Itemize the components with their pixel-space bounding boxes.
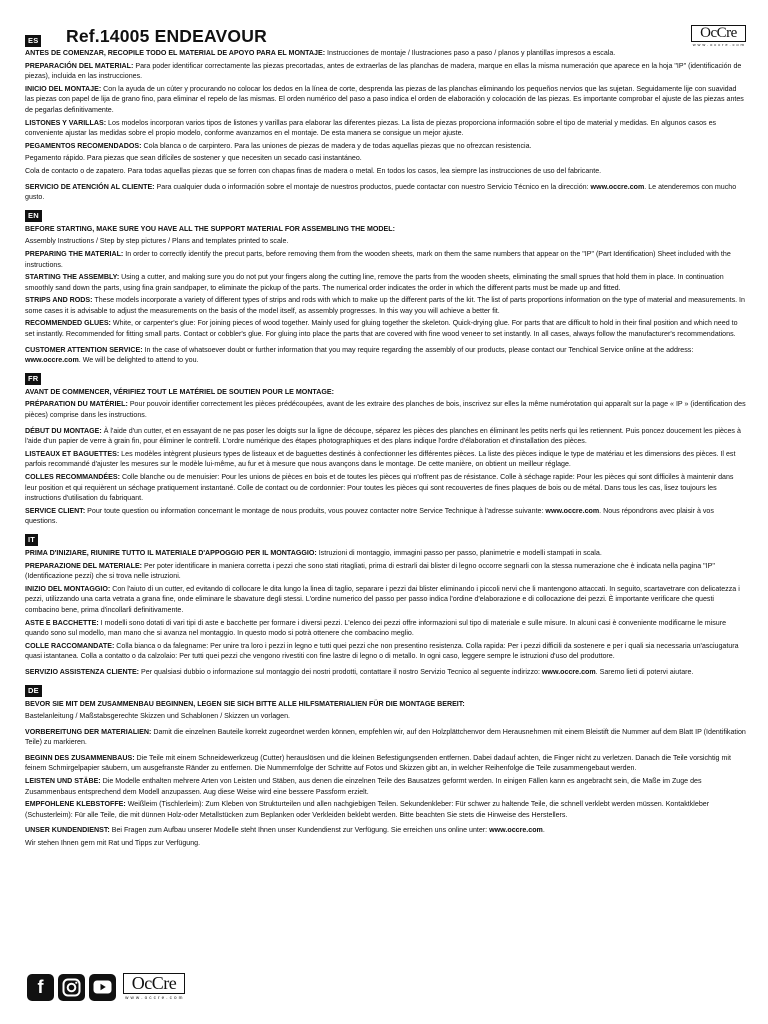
paragraph-heading: PRIMA D'INIZIARE, RIUNIRE TUTTO IL MATERIALE D'APPOGGIO PER IL MONTAGGIO: (25, 548, 317, 557)
footer (27, 973, 185, 1001)
paragraph (25, 61, 746, 82)
section-it (25, 529, 746, 678)
language-tag-it: IT (25, 534, 38, 546)
paragraph-heading: STRIPS AND RODS: (25, 296, 93, 305)
website-link[interactable]: www.occre.com (25, 356, 79, 365)
paragraph-text: Les modèles intègrent plusieurs types de listeaux et de baguettes destinés à confectionner les différentes pièces. La liste des pièces indique le type de matériau et les dimensions des pièces. Il est parfois recommandé d'ajuster les mesures sur le modèle lui-même, au fur et à mesure que nous avançons dans le montage. De cette manière, on obtient un meilleur réglage. (25, 449, 736, 469)
paragraph-text: Die Teile mit einem Schneidewerkzeug (Cutter) herauslösen und die kleinen Befestigungsenden entfernen. Dabei dadauf achten, die Finger nicht zu verletzen. Danach die Teile vorsichtig mit feinem Schmirgelpapier säubern, um ausgefranste Ränder zu entfernen. Die Nummernfolge der Schritte auf Fotos und Skizzen gibt an, in welcher Reihenfolge die Teile zusammengebaut werden. (25, 753, 731, 773)
paragraph-heading: COLLES RECOMMANDÉES: (25, 473, 120, 481)
paragraph-heading: LISTEAUX ET BAGUETTES: (25, 449, 120, 458)
paragraph-heading: STARTING THE ASSEMBLY: (25, 273, 120, 282)
paragraph-text: Con la ayuda de un cúter y procurando no colocar los dedos en la línea de corte, desprenda las piezas de las planchas eliminando los pequeños nervios que las sujetan. Seguidamente lije con suavidad las piezas con papel de lija de grano fino, para eliminar el repelo de las mismas. El orden numérico del paso a paso indica el orden de elaboración y colocación de las piezas. Es importante comprobar el ajuste de las piezas antes de pegarlas definitivamente. (25, 84, 744, 114)
paragraph-heading: PREPARAZIONE DEL MATERIALE: (25, 561, 143, 570)
paragraph-heading: INIZIO DEL MONTAGGIO: (25, 584, 111, 593)
paragraph-text: Per poter identificare in maniera corretta i pezzi che sono stati ritagliati, prima di estrarli dai blister di legno occorre segnarli con la stessa numerazione che è indicata nella pagina "IP" (Identificazione pezzi) che si trova nelle istruzioni. (25, 561, 715, 581)
paragraph-heading: PEGAMENTOS RECOMENDADOS: (25, 141, 142, 150)
paragraph-text: Weißleim (Tischlerleim): Zum Kleben von Strukturteilen und allen nachgiebigen Teilen. Sekundenkleber: Für schwer zu haltende Teile, die schnell verklebt werden müssen. Kontaktkleber (Schusterleim): Für alle Teile, die mit dünnen Holz-oder Metallstücken zum Beplanken oder Verkleiden beklebt werden. Bitte beachten Sie stets die Hinweise des Herstellers. (25, 800, 710, 819)
paragraph-text: I modelli sono dotati di vari tipi di aste e bacchette per formare i diversi pezzi. L'elenco dei pezzi offre informazioni sul tipo di materiale e sulle misure. In alcuni casi è conveniente modificarne le misure quando sono sul modello, man mano che si avanza nel montaggio. In questo modo si potrà ottenere che combacino meglio. (25, 618, 727, 638)
paragraph (25, 548, 746, 559)
paragraph-text: Bastelanleitung / Maßstabsgerechte Skizzen und Schablonen / Skizzen un vorlagen. (25, 712, 290, 721)
paragraph-text: Pour pouvoir identifier correctement les pièces prédécoupées, avant de les extraire des planches de bois, inscrivez sur elles la même numérotation qui apparaît sur la page « IP » (identification des pièces) comprise dans les instructions. (25, 400, 746, 420)
paragraph (25, 699, 746, 710)
paragraph (25, 727, 746, 748)
paragraph (25, 182, 746, 203)
paragraph-heading: PRÉPARATION DU MATÉRIEL: (25, 400, 128, 409)
paragraph-text-after: . Nous répondrons avec plaisir à vos questions. (25, 506, 714, 526)
paragraph-text: À l'aide d'un cutter, et en essayant de ne pas poser les doigts sur la ligne de découpe, séparez les pièces des planches en éliminant les petits nerfs qui les retiennent. Puis poncez doucement les pièces à l'aide d'un papier de verre à grain fin, pour éliminer le contrefil. L'ordre numérique des étapes photographiques et des plans indique l'ordre d'élaboration et d'installation des pièces. (25, 426, 741, 446)
paragraph-heading: SERVICE CLIENT: (25, 506, 86, 515)
logo-wordmark: OcCre (691, 25, 746, 42)
paragraph (25, 561, 746, 582)
paragraph (25, 753, 746, 774)
footer-logo-url: w w w . o c c r e . c o m (125, 995, 183, 1000)
paragraph (25, 48, 746, 59)
paragraph (25, 506, 746, 527)
paragraph-heading: ASTE E BACCHETTE: (25, 618, 99, 627)
website-link[interactable]: www.occre.com (541, 667, 596, 676)
paragraph (25, 84, 746, 116)
paragraph-text: Using a cutter, and making sure you do not put your fingers along the cutting line, remove the parts from the wooden sheets, eliminating the small sprues that hold them in place. In continuation smoothly sand down the parts, using fina grain sandpaper, to eliminate the pickup of the parts. The numerical order indicates the order in which the different parts must be made up and fitted. (25, 273, 724, 292)
paragraph (25, 584, 746, 616)
sections-container (25, 48, 746, 849)
header (25, 24, 746, 48)
paragraph-heading: PREPARING THE MATERIAL: (25, 249, 124, 258)
paragraph (25, 236, 746, 247)
paragraph (25, 249, 746, 270)
paragraph-heading: ANTES DE COMENZAR, RECOPILE TODO EL MATERIAL DE APOYO PARA EL MONTAJE: (25, 49, 326, 57)
paragraph (25, 472, 746, 504)
paragraph-text: White, or carpenter's glue: For joining pieces of wood together. Mainly used for gluing together the skeleton. Quick-drying glue. For parts that are difficult to hold in their final position and which need to set instantly. Recommended for fitting small parts. Contact or cobbler's glue. For gluing into place the parts that are covered with fine wood veneer to set instantly. In all cases, always follow the manufacturer's recommendations. (25, 319, 738, 339)
paragraph (25, 387, 746, 398)
paragraph-text: Cola blanca o de carpintero. Para las uniones de piezas de madera y de todas aquellas piezas que no ofrezcan resistencia. (141, 141, 532, 150)
paragraph (25, 224, 746, 235)
section-fr (25, 368, 746, 527)
paragraph-text: In the case of whatsoever doubt or further information that you may require regarding the assembly of our products, please contact our Tenchical Service online at the address: (142, 345, 694, 354)
language-tag-de: DE (25, 685, 42, 697)
paragraph (25, 141, 746, 152)
occre-logo (691, 25, 746, 48)
paragraph-text: Pour toute question ou information concernant le montage de nous produits, vous pouvez contacter notre Service Technique à l'adresse suivante: (85, 506, 546, 515)
paragraph-text: In order to correctly identify the precut parts, before removing them from the wooden sheets, mark on them the same numbers that appear on the "IP" (Part Identification) Sheet included with the instructions. (25, 249, 731, 269)
paragraph-heading: DÉBUT DU MONTAGE: (25, 426, 102, 435)
paragraph-heading: RECOMMENDED GLUES: (25, 319, 111, 328)
paragraph (25, 711, 746, 722)
language-tag-fr: FR (25, 373, 41, 385)
paragraph-heading: SERVICIO DE ATENCIÓN AL CLIENTE: (25, 182, 155, 191)
facebook-glyph: f (37, 976, 44, 997)
paragraph (25, 272, 746, 293)
paragraph (25, 618, 746, 639)
paragraph (25, 399, 746, 420)
section-es (25, 48, 746, 203)
facebook-icon[interactable] (27, 974, 54, 1001)
paragraph-heading: BEFORE STARTING, MAKE SURE YOU HAVE ALL THE SUPPORT MATERIAL FOR ASSEMBLING THE MODEL: (25, 224, 395, 233)
website-link[interactable]: www.occre.com (590, 182, 645, 191)
instagram-glyph (62, 978, 81, 997)
youtube-glyph (93, 980, 112, 994)
paragraph-text: Con l'aiuto di un cutter, ed evitando di collocare le dita lungo la linea di taglio, separare i pezzi dai blister eliminando i piccoli nervi che li mantengono attaccati. In seguito, scartavetrare con delicatezza i pezzi, utilizzando una carta vetrata a grana fine, onde eliminare le sbavature degli stessi. L'ordine numerico del passo per passo indica l'ordine d'elaborazione e di collocazione dei pezzi. È importante verificare che questi combacino bene, prima d'incollarli definitivamente. (25, 584, 740, 614)
paragraph-heading: BEVOR SIE MIT DEM ZUSAMMENBAU BEGINNEN, LEGEN SIE SICH BITTE ALLE HILFSMATERIALIEN FÜR DIE MONTAGE BEREIT: (25, 699, 465, 708)
paragraph-text: Assembly Instructions / Step by step pictures / Plans and templates printed to scale. (25, 237, 289, 246)
paragraph (25, 641, 746, 662)
section-en (25, 205, 746, 366)
paragraph (25, 345, 746, 366)
paragraph-heading: SERVIZIO ASSISTENZA CLIENTE: (25, 667, 140, 676)
paragraph (25, 667, 746, 678)
paragraph-text: Colle blanche ou de menuisier: Pour les unions de pièces en bois et de toutes les pièces qui n'offrent pas de résistance. Colle à séchage rapide: Pour les pièces qui sont difficiles à maintenir dans leur position et qui requièrent un séchage pratiquement instantané. Colle de contact ou de cordonnier: Pour toutes les pièces qui sont recouvertes de fines plaques de bois ou de métal. Dans tous les cas, lisez toujours les instructions d'utilisation du fabriquant. (25, 473, 734, 503)
paragraph-text-after: . (542, 826, 545, 835)
instagram-icon[interactable] (58, 974, 85, 1001)
website-link[interactable]: www.occre.com (489, 826, 543, 835)
website-link[interactable]: www.occre.com (545, 506, 600, 515)
page-title: Ref.14005 ENDEAVOUR (66, 26, 267, 46)
paragraph-text: Damit die einzelnen Bauteile korrekt zugeordnet werden können, empfehlen wir, auf den Holzplättchenvor dem Herausnehmen mit einem Bleistift die Nummer auf dem Blatt IP (Identifikation Teile) zu markieren. (25, 727, 746, 747)
footer-occre-logo (123, 973, 185, 1001)
paragraph (25, 776, 746, 797)
paragraph (25, 318, 746, 339)
paragraph-text: Die Modelle enthalten mehrere Arten von Leisten und Stäben, aus denen die einzelnen Teile des Bausatzes geformt werden. In einigen Fällen kann es angebracht sein, die Maße im Zuge des Zusammenbaus entsprechend dem Modell anzupassen. Aug diese Weise wird eine bessere Passform erzielt. (25, 777, 702, 796)
paragraph-heading: VORBEREITUNG DER MATERIALIEN: (25, 727, 152, 736)
paragraph-heading: INICIO DEL MONTAJE: (25, 84, 102, 93)
paragraph-text: Para poder identificar correctamente las piezas precortadas, antes de extraerlas de las planchas de madera, marque en ellas la misma numeración que aparece en la hoja "IP" (identificación de piezas), incluida en las instrucciones. (25, 61, 742, 81)
paragraph-text: These models incorporate a variety of different types of strips and rods with which to make up the different parts of the kit. The list of parts proportions information on the type of material and measurements. In some cases it is advisable to adjust the measurements on the basis of the model itself, as assembly progresses. In this way you will achieve a better fit. (25, 296, 745, 315)
paragraph-text: Istruzioni di montaggio, immagini passo per passo, planimetrie e modelli stampati in scala. (316, 548, 602, 557)
language-tag-en: EN (25, 210, 42, 222)
paragraph-text: Wir stehen Ihnen gern mit Rat und Tipps zur Verfügung. (25, 839, 201, 848)
paragraph-heading: AVANT DE COMMENCER, VÉRIFIEZ TOUT LE MATÉRIEL DE SOUTIEN POUR LE MONTAGE: (25, 387, 334, 396)
language-tag-es-header: ES (25, 35, 41, 47)
paragraph-text-after: . Saremo lieti di potervi aiutare. (595, 667, 694, 676)
paragraph-heading: PREPARACIÓN DEL MATERIAL: (25, 61, 134, 70)
paragraph (25, 426, 746, 447)
paragraph (25, 825, 746, 836)
paragraph-text: Colla bianca o da falegname: Per unire tra loro i pezzi in legno e tutti quei pezzi che non presentino resistenza. Colla rapida: Per i pezzi difficili da sostenere e per i quali sia necessaria un'asciugatura quasi istantanea. Colla a contatto o da calzolaio: Per tutti quei pezzi che vengono rivestiti con fine lastre di legno o di metallo. In ogni caso, leggere sempre le istruzioni d'uso del produttore. (25, 641, 739, 661)
paragraph-heading: COLLE RACCOMANDATE: (25, 641, 115, 650)
paragraph-text: Pegamento rápido. Para piezas que sean difíciles de sostener y que necesiten un secado casi instantáneo. (25, 154, 362, 163)
youtube-icon[interactable] (89, 974, 116, 1001)
footer-logo-wordmark: OcCre (123, 973, 185, 994)
paragraph-heading: UNSER KUNDENDIENST: (25, 826, 110, 835)
paragraph-heading: LISTONES Y VARILLAS: (25, 118, 107, 127)
paragraph-text: Per qualsiasi dubbio o informazione sul montaggio dei nostri prodotti, contattare il nostro Servizio Tecnico al seguente indirizzo: (139, 667, 542, 676)
paragraph-heading: CUSTOMER ATTENTION SERVICE: (25, 345, 143, 354)
paragraph (25, 295, 746, 316)
paragraph-text: Para cualquier duda o información sobre el montaje de nuestros productos, puede contactar con nuestro Servicio Técnico en la dirección: (154, 182, 591, 191)
paragraph-text: Bei Fragen zum Aufbau unserer Modelle steht Ihnen unser Kundendienst zur Verfügung. Sie erreichen uns online unter: (109, 826, 490, 835)
paragraph-text: Cola de contacto o de zapatero. Para todas aquellas piezas que se forren con chapas finas de madera o metal. En todos los casos, lea siempre las instrucciones de uso del fabricante. (25, 166, 602, 175)
paragraph-text: Instrucciones de montaje / Ilustraciones paso a paso / planos y plantillas impresos a escala. (325, 49, 616, 57)
paragraph (25, 799, 746, 820)
paragraph-heading: BEGINN DES ZUSAMMENBAUS: (25, 753, 135, 762)
paragraph (25, 838, 746, 849)
paragraph-text: Los modelos incorporan varios tipos de listones y varillas para elaborar las diferentes piezas. La lista de piezas proporciona información sobre el tipo de material y medidas. En algunos casos es conveniente ajustar las medidas sobre el propio modelo, conforme avanzamos en el montaje. De esta manera se consigue un mejor ajuste. (25, 118, 717, 138)
logo-url: w w w . o c c r e . c o m (692, 42, 745, 47)
paragraph-text-after: . We will be delighted to attend to you. (78, 356, 199, 365)
paragraph (25, 118, 746, 139)
paragraph-heading: LEISTEN UND STÄBE: (25, 777, 101, 786)
paragraph (25, 166, 746, 177)
paragraph-heading: EMPFOHLENE KLEBSTOFFE: (25, 800, 126, 809)
section-de (25, 680, 746, 849)
paragraph-text-after: . Le atenderemos con mucho gusto. (25, 182, 737, 202)
paragraph (25, 449, 746, 470)
paragraph (25, 153, 746, 164)
